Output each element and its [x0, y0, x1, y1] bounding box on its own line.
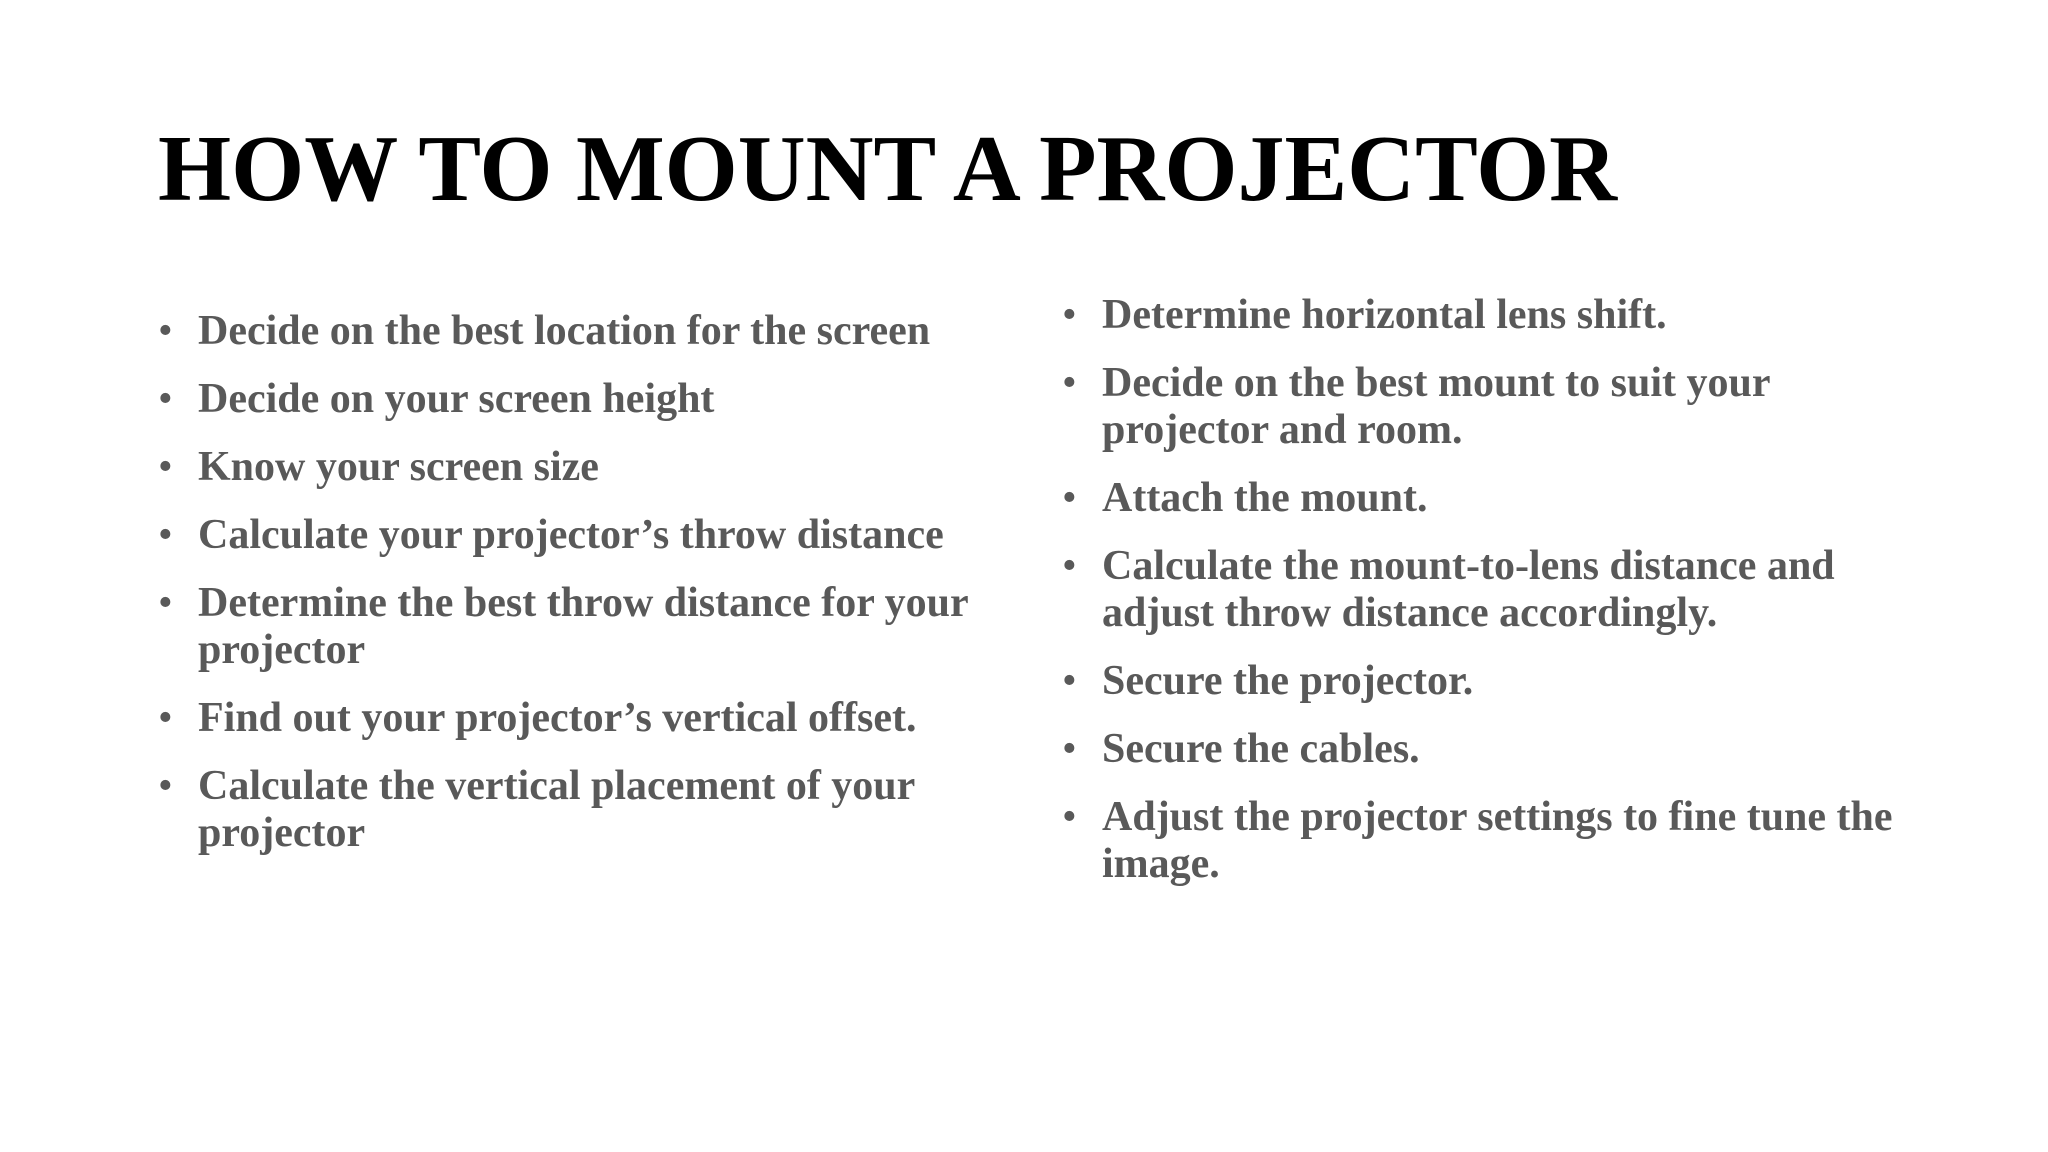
bullet-icon: • — [158, 512, 173, 558]
list-item — [158, 763, 1008, 857]
list-item-text: Know your screen size — [198, 444, 599, 490]
bullet-icon: • — [158, 376, 173, 422]
left-bullet-list — [158, 308, 1008, 878]
list-item — [1062, 543, 1912, 637]
list-item-text: Calculate your projector’s throw distance — [198, 512, 944, 558]
list-item — [158, 308, 1008, 355]
list-item — [158, 444, 1008, 491]
list-item-text: Determine the best throw distance for your projector — [198, 580, 968, 673]
bullet-icon: • — [158, 444, 173, 490]
bullet-icon: • — [1062, 658, 1077, 704]
list-item-text: Secure the projector. — [1102, 658, 1474, 704]
list-item — [158, 512, 1008, 559]
slide-title: HOW TO MOUNT A PROJECTOR — [158, 117, 1618, 221]
list-item — [158, 376, 1008, 423]
list-item-text: Calculate the mount-to-lens distance and adjust throw distance accordingly. — [1102, 543, 1835, 636]
bullet-icon: • — [1062, 475, 1077, 521]
list-item-text: Attach the mount. — [1102, 475, 1428, 521]
list-item-text: Decide on the best mount to suit your projector and room. — [1102, 360, 1770, 453]
bullet-icon: • — [1062, 794, 1077, 840]
list-item-text: Determine horizontal lens shift. — [1102, 292, 1667, 338]
list-item — [1062, 360, 1912, 454]
bullet-icon: • — [1062, 360, 1077, 406]
list-item-text: Decide on the best location for the screen — [198, 308, 931, 354]
list-item — [1062, 726, 1912, 773]
bullet-icon: • — [158, 763, 173, 809]
list-item — [1062, 292, 1912, 339]
bullet-icon: • — [1062, 292, 1077, 338]
list-item-text: Find out your projector’s vertical offset. — [198, 695, 917, 741]
list-item-text: Calculate the vertical placement of your projector — [198, 763, 915, 856]
bullet-icon: • — [1062, 543, 1077, 589]
list-item-text: Adjust the projector settings to fine tune the image. — [1102, 794, 1893, 887]
list-item — [158, 580, 1008, 674]
bullet-icon: • — [1062, 726, 1077, 772]
bullet-icon: • — [158, 580, 173, 626]
bullet-icon: • — [158, 695, 173, 741]
list-item — [1062, 794, 1912, 888]
list-item — [1062, 475, 1912, 522]
list-item — [1062, 658, 1912, 705]
list-item-text: Secure the cables. — [1102, 726, 1420, 772]
list-item — [158, 695, 1008, 742]
list-item-text: Decide on your screen height — [198, 376, 715, 422]
right-bullet-list — [1062, 292, 1912, 909]
bullet-icon: • — [158, 308, 173, 354]
